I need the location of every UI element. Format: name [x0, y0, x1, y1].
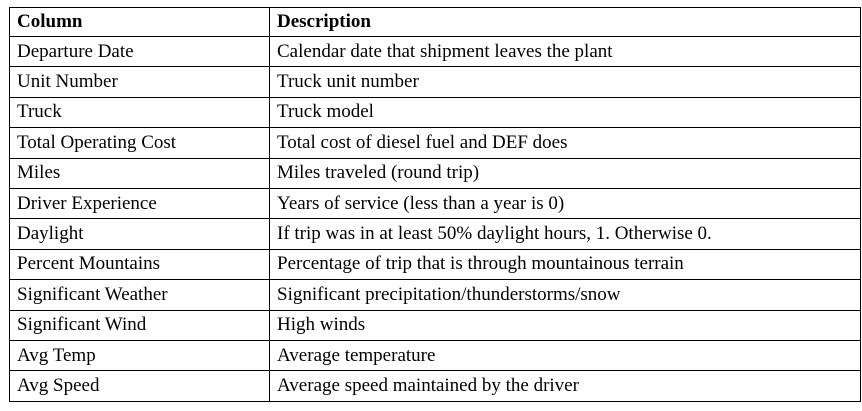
description-cell: Truck unit number [270, 67, 861, 97]
header-description: Description [270, 8, 861, 37]
table-row [10, 371, 861, 401]
table-row [10, 158, 861, 188]
description-cell: Miles traveled (round trip) [270, 158, 861, 188]
table-row [10, 67, 861, 97]
column-description-table [9, 7, 861, 402]
table-row [10, 128, 861, 158]
description-cell: Truck model [270, 97, 861, 127]
description-cell: Calendar date that shipment leaves the plant [270, 37, 861, 67]
column-name-cell: Departure Date [10, 37, 270, 67]
description-cell: Average speed maintained by the driver [270, 371, 861, 401]
column-name-cell: Truck [10, 97, 270, 127]
description-cell: If trip was in at least 50% daylight hours, 1. Otherwise 0. [270, 219, 861, 249]
table-row [10, 97, 861, 127]
table-row [10, 310, 861, 340]
table-row [10, 340, 861, 370]
description-cell: Percentage of trip that is through mountainous terrain [270, 249, 861, 279]
description-cell: Significant precipitation/thunderstorms/snow [270, 280, 861, 310]
column-name-cell: Significant Weather [10, 280, 270, 310]
column-name-cell: Total Operating Cost [10, 128, 270, 158]
column-name-cell: Avg Temp [10, 340, 270, 370]
table-row [10, 280, 861, 310]
table-row [10, 219, 861, 249]
column-name-cell: Avg Speed [10, 371, 270, 401]
table-row [10, 249, 861, 279]
description-cell: High winds [270, 310, 861, 340]
header-column: Column [10, 8, 270, 37]
table-row [10, 37, 861, 67]
description-cell: Years of service (less than a year is 0) [270, 188, 861, 218]
header-row [10, 8, 861, 37]
column-name-cell: Unit Number [10, 67, 270, 97]
column-name-cell: Percent Mountains [10, 249, 270, 279]
column-name-cell: Miles [10, 158, 270, 188]
table-header [10, 8, 861, 37]
description-cell: Average temperature [270, 340, 861, 370]
table-row [10, 188, 861, 218]
column-name-cell: Driver Experience [10, 188, 270, 218]
table-body [10, 37, 861, 402]
description-cell: Total cost of diesel fuel and DEF does [270, 128, 861, 158]
column-name-cell: Daylight [10, 219, 270, 249]
column-name-cell: Significant Wind [10, 310, 270, 340]
